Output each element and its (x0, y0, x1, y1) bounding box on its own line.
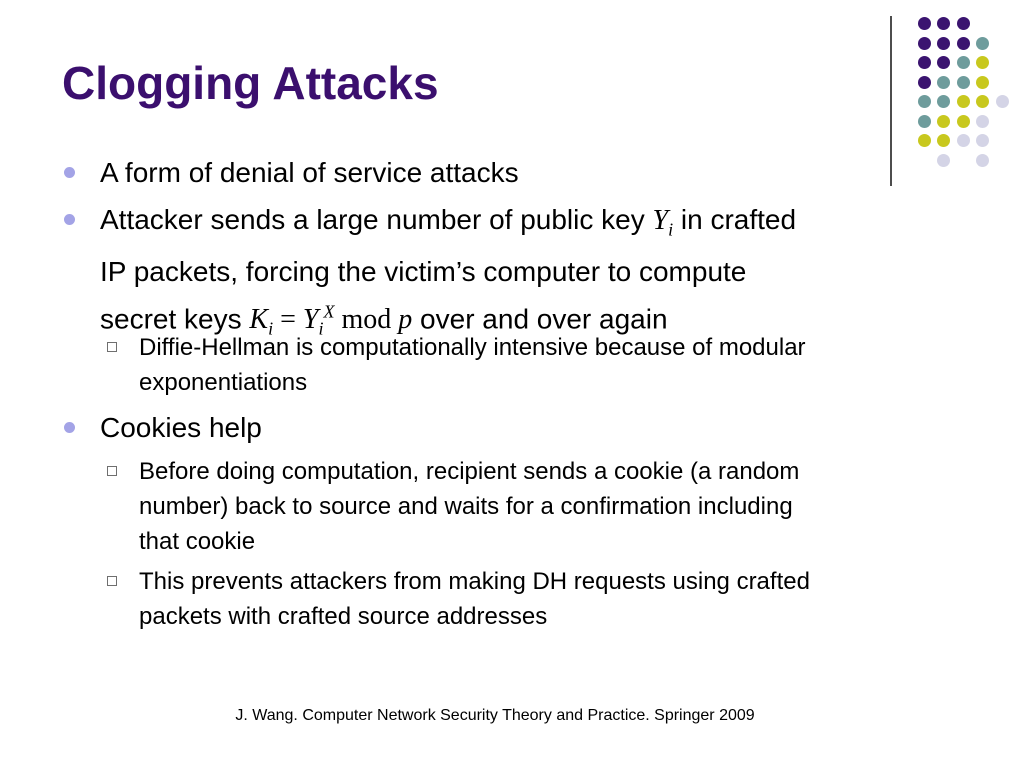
sub-bullet-item (139, 454, 799, 559)
bullet-text: Cookies help (100, 412, 262, 443)
decorative-dot (918, 95, 931, 108)
math-superscript: X (323, 301, 335, 322)
math-var: p (398, 303, 413, 335)
square-bullet-icon (107, 576, 117, 586)
decorative-dot (937, 37, 950, 50)
decorative-dot (957, 17, 970, 30)
decorative-dot (976, 154, 989, 167)
sub-bullet-text-line: Diffie-Hellman is computationally intensive because of modular (139, 334, 806, 361)
math-var: Y (652, 205, 669, 236)
square-bullet-icon (107, 342, 117, 352)
decorative-dot (976, 134, 989, 147)
decorative-dot (957, 115, 970, 128)
decorative-dot (918, 115, 931, 128)
text-span: secret keys (100, 302, 250, 334)
decorative-dot (937, 134, 950, 147)
sub-bullet-text-line: This prevents attackers from making DH requests using crafted (139, 568, 810, 595)
text-span: Attacker sends a large number of public key (100, 204, 653, 235)
decorative-dot (918, 17, 931, 30)
decorative-dot (996, 95, 1009, 108)
bullet-dot-icon (64, 167, 75, 178)
bullet-item (100, 199, 796, 350)
decorative-dot (957, 134, 970, 147)
bullet-text-line (100, 199, 796, 251)
decorative-dot (957, 76, 970, 89)
decorative-dot (957, 95, 970, 108)
math-var: K (249, 303, 269, 335)
sub-bullet-text-line: exponentiations (139, 369, 308, 396)
decorative-dot (976, 56, 989, 69)
citation-footer: J. Wang. Computer Network Security Theory and Practice. Springer 2009 (235, 707, 755, 724)
decorative-dot (937, 115, 950, 128)
decorative-dot (918, 56, 931, 69)
decorative-dot (937, 17, 950, 30)
bullet-dot-icon (64, 422, 75, 433)
math-operator: = (273, 303, 303, 335)
math-operator: mod (334, 303, 399, 335)
square-bullet-icon (107, 466, 117, 476)
decorative-dot (957, 37, 970, 50)
decorative-divider (890, 16, 892, 186)
text-span: over and over again (412, 302, 668, 334)
sub-bullet-item (139, 564, 810, 634)
bullet-dot-icon (64, 214, 75, 225)
bullet-item (100, 407, 262, 448)
text-span: in crafted (673, 204, 797, 235)
decorative-dot (918, 37, 931, 50)
decorative-dot (937, 76, 950, 89)
sub-bullet-text-line: number) back to source and waits for a confirmation including (139, 493, 793, 520)
decorative-dot (976, 37, 989, 50)
decorative-dot (937, 56, 950, 69)
math-var: Y (302, 303, 319, 335)
math-subscript: i (268, 318, 274, 339)
sub-bullet-text-line: that cookie (139, 528, 256, 555)
math-subscript: i (318, 318, 324, 339)
decorative-dot (976, 95, 989, 108)
decorative-dot (918, 76, 931, 89)
decorative-dot (976, 115, 989, 128)
sub-bullet-text-line: Before doing computation, recipient sends a cookie (a random (139, 458, 800, 485)
math-expression (652, 205, 674, 240)
math-subscript: i (668, 219, 674, 240)
bullet-text: A form of denial of service attacks (100, 157, 519, 188)
decorative-dot (918, 134, 931, 147)
decorative-dot (976, 76, 989, 89)
bullet-item (100, 152, 519, 193)
page-title: Clogging Attacks (62, 57, 439, 109)
sub-bullet-text-line: packets with crafted source addresses (139, 603, 548, 630)
sub-bullet-item (139, 330, 806, 400)
decorative-dot (937, 95, 950, 108)
decorative-dot (937, 154, 950, 167)
bullet-text-line: IP packets, forcing the victim’s computer to compute (100, 255, 747, 287)
decorative-dot (957, 56, 970, 69)
